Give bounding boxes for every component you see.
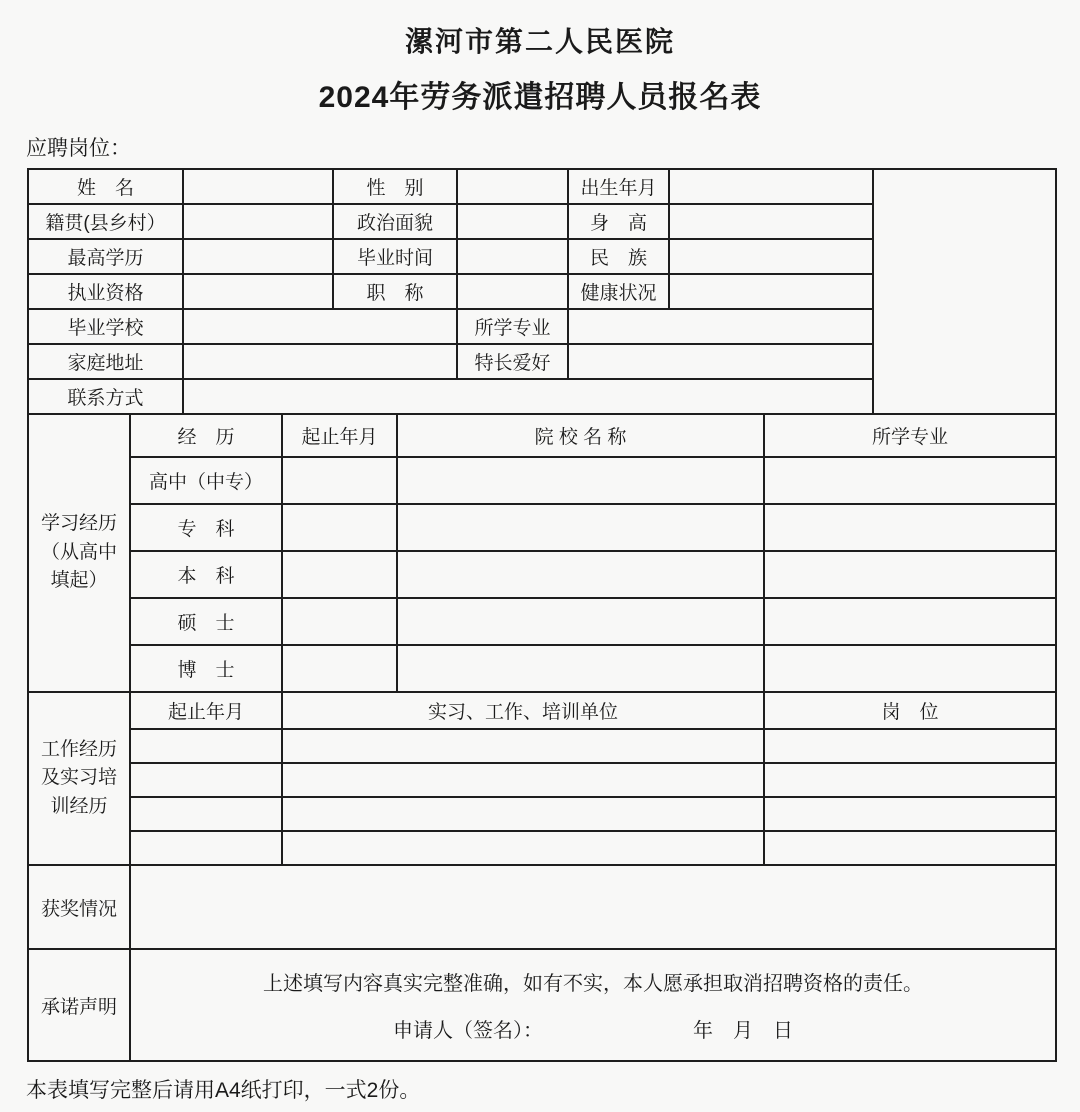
work-col-post: 岗 位: [764, 692, 1056, 729]
work-history-header-row: [28, 692, 1056, 729]
print-instruction: 本表填写完整后请用A4纸打印，一式2份。: [26, 1079, 421, 1102]
edu-highschool-school-cell: [397, 457, 764, 504]
edu-bachelor-period-cell: [282, 551, 397, 598]
job-title-value-cell: [457, 274, 568, 309]
edu-college-period-cell: [282, 504, 397, 551]
application-form-table: [27, 168, 1057, 1062]
photo-box: [873, 169, 1056, 414]
contact-value-cell: [183, 379, 873, 414]
health-label: 健康状况: [568, 274, 669, 309]
declaration-signature-row: [134, 1014, 1052, 1043]
declaration-content-cell: [130, 949, 1056, 1061]
edu-doctor-period-cell: [282, 645, 397, 692]
edu-col-school: 院 校 名 称: [397, 414, 764, 457]
politics-label: 政治面貌: [333, 204, 457, 239]
declaration-content: [134, 950, 1052, 1060]
work-col-unit: 实习、工作、培训单位: [282, 692, 764, 729]
work-post-cell: [764, 729, 1056, 763]
edu-row-highschool: [28, 457, 1056, 504]
gender-value-cell: [457, 169, 568, 204]
work-period-cell: [130, 797, 282, 831]
hobby-value-cell: [568, 344, 873, 379]
work-row: [28, 831, 1056, 865]
birth-value-cell: [669, 169, 873, 204]
edu-highschool-period-cell: [282, 457, 397, 504]
ethnicity-value-cell: [669, 239, 873, 274]
edu-row-bachelor: [28, 551, 1056, 598]
edu-row-master: [28, 598, 1056, 645]
edu-col-stage: 经 历: [130, 414, 282, 457]
health-value-cell: [669, 274, 873, 309]
work-row: [28, 729, 1056, 763]
form-header: [0, 0, 1080, 116]
major-label: 所学专业: [457, 309, 568, 344]
edu-bachelor-major-cell: [764, 551, 1056, 598]
work-period-cell: [130, 763, 282, 797]
edu-stage-doctor-label: 博 士: [130, 645, 282, 692]
address-label: 家庭地址: [28, 344, 183, 379]
work-unit-cell: [282, 797, 764, 831]
position-field: [26, 132, 1080, 162]
form-title: 2024年劳务派遣招聘人员报名表: [318, 81, 762, 114]
work-unit-cell: [282, 729, 764, 763]
edu-college-school-cell: [397, 504, 764, 551]
edu-highschool-major-cell: [764, 457, 1056, 504]
school-label: 毕业学校: [28, 309, 183, 344]
ethnicity-label: 民 族: [568, 239, 669, 274]
origin-value-cell: [183, 204, 333, 239]
position-field-label: 应聘岗位：: [26, 137, 131, 160]
edu-row-college: [28, 504, 1056, 551]
row-name-gender-birth: [28, 169, 1056, 204]
work-post-cell: [764, 831, 1056, 865]
qualification-value-cell: [183, 274, 333, 309]
edu-master-period-cell: [282, 598, 397, 645]
hospital-name: 漯河市第二人民医院: [404, 26, 675, 57]
awards-section-label: 获奖情况: [28, 865, 130, 949]
edu-stage-bachelor-label: 本 科: [130, 551, 282, 598]
name-label: 姓 名: [28, 169, 183, 204]
edu-stage-master-label: 硕 士: [130, 598, 282, 645]
work-row: [28, 763, 1056, 797]
edu-stage-highschool-label: 高中（中专）: [130, 457, 282, 504]
date-label: 年 月 日: [693, 1019, 794, 1042]
qualification-label: 执业资格: [28, 274, 183, 309]
hobby-label: 特长爱好: [457, 344, 568, 379]
declaration-section-label: 承诺声明: [28, 949, 130, 1061]
gender-label: 性 别: [333, 169, 457, 204]
awards-row: [28, 865, 1056, 949]
education-history-header-row: [28, 414, 1056, 457]
edu-bachelor-school-cell: [397, 551, 764, 598]
origin-label: 籍贯(县乡村）: [28, 204, 183, 239]
work-post-cell: [764, 763, 1056, 797]
edu-master-school-cell: [397, 598, 764, 645]
job-title-label: 职 称: [333, 274, 457, 309]
major-value-cell: [568, 309, 873, 344]
contact-label: 联系方式: [28, 379, 183, 414]
height-label: 身 高: [568, 204, 669, 239]
edu-college-major-cell: [764, 504, 1056, 551]
work-col-period: 起止年月: [130, 692, 282, 729]
edu-stage-college-label: 专 科: [130, 504, 282, 551]
education-history-section-label: 学习经历 （从高中 填起）: [28, 414, 130, 692]
edu-col-period: 起止年月: [282, 414, 397, 457]
height-value-cell: [669, 204, 873, 239]
address-value-cell: [183, 344, 457, 379]
work-row: [28, 797, 1056, 831]
name-value-cell: [183, 169, 333, 204]
education-label: 最高学历: [28, 239, 183, 274]
work-period-cell: [130, 831, 282, 865]
edu-row-doctor: [28, 645, 1056, 692]
work-period-cell: [130, 729, 282, 763]
grad-time-value-cell: [457, 239, 568, 274]
politics-value-cell: [457, 204, 568, 239]
edu-doctor-school-cell: [397, 645, 764, 692]
declaration-row: [28, 949, 1056, 1061]
edu-col-major: 所学专业: [764, 414, 1056, 457]
work-unit-cell: [282, 763, 764, 797]
work-post-cell: [764, 797, 1056, 831]
declaration-statement: 上述填写内容真实完整准确，如有不实，本人愿承担取消招聘资格的责任。: [263, 973, 924, 996]
signature-label: 申请人（签名）：: [393, 1019, 544, 1042]
edu-doctor-major-cell: [764, 645, 1056, 692]
awards-value-cell: [130, 865, 1056, 949]
work-history-section-label: 工作经历 及实习培 训经历: [28, 692, 130, 865]
grad-time-label: 毕业时间: [333, 239, 457, 274]
birth-label: 出生年月: [568, 169, 669, 204]
work-unit-cell: [282, 831, 764, 865]
education-value-cell: [183, 239, 333, 274]
edu-master-major-cell: [764, 598, 1056, 645]
school-value-cell: [183, 309, 457, 344]
